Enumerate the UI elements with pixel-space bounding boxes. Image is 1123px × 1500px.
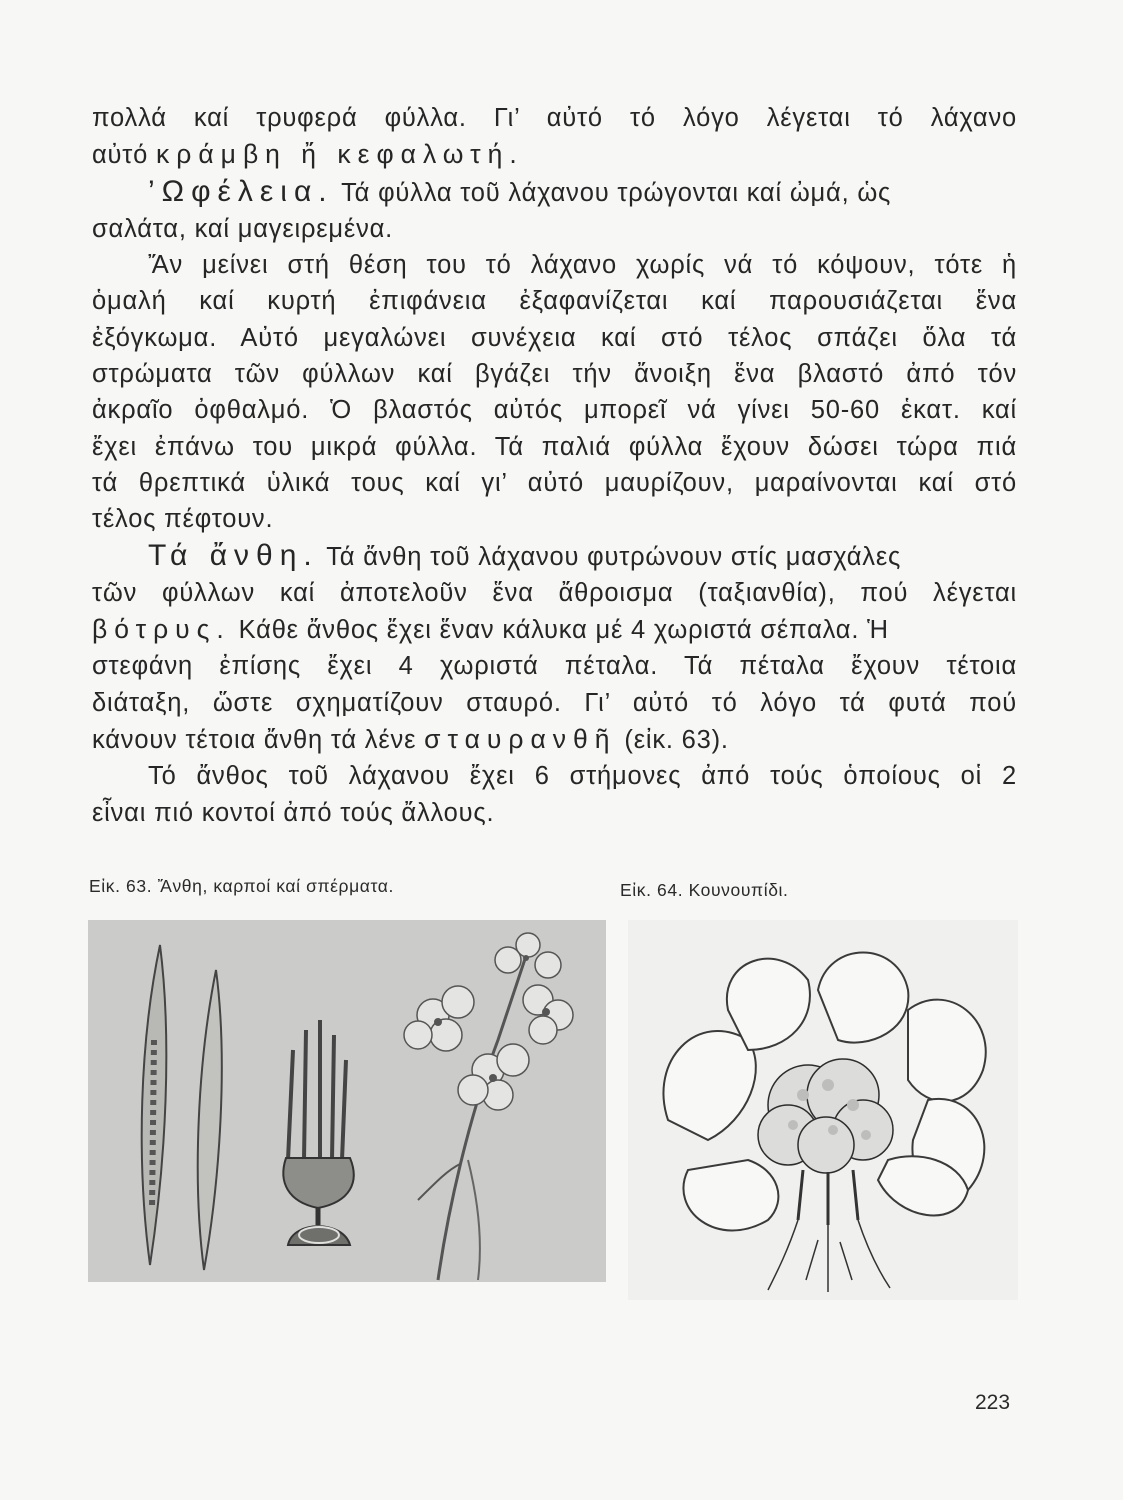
text-line: τῶν φύλλων καί ἀποτελοῦν ἕνα ἄθροισμα (ταξιανθία), πού λέγεται (92, 578, 1017, 607)
text-line: πολλά καί τρυφερά φύλλα. Γι’ αὐτό τό λόγο λέγεται τό λάχανο (92, 104, 1017, 132)
text-line (92, 611, 1017, 648)
text-run: Τά ἄνθη τοῦ λάχανου φυτρώνουν στίς μασχάλες (318, 542, 902, 571)
text-line: ἐξόγκωμα. Αὐτό μεγαλώνει συνέχεια καί στό τέλος σπάζει ὅλα τά (92, 323, 1017, 352)
figure-63-caption: Εἰκ. 63. Ἄνθη, καρποί καί σπέρματα. (89, 876, 394, 896)
text-run: Κάθε ἄνθος ἔχει ἕναν κάλυκα μέ 4 χωριστά σέπαλα. Ἡ (230, 616, 889, 645)
text-line: Τό ἄνθος τοῦ λάχανου ἔχει 6 στήμονες ἀπό τούς ὁποίους οἱ 2 (148, 762, 1017, 791)
text-line: στρώματα τῶν φύλλων καί βγάζει τήν ἄνοιξη ἕνα βλαστό ἀπό τόν (92, 360, 1017, 389)
figure-64-illustration (628, 920, 1018, 1300)
text-run: κάνουν τέτοια ἄνθη τά λένε (92, 726, 425, 755)
text-line: ὁμαλή καί κυρτή ἐπιφάνεια ἐξαφανίζεται καί παρουσιάζεται ἕνα (92, 287, 1017, 316)
flowers-fruits-seeds-drawing (88, 920, 606, 1282)
cauliflower-drawing (628, 920, 1018, 1300)
figure-64-caption: Εἰκ. 64. Κουνουπίδι. (620, 880, 789, 900)
body-text (92, 100, 1017, 831)
spaced-term: σταυρανθῆ (424, 724, 617, 755)
text-line: Ἄν μείνει στή θέση του τό λάχανο χωρίς νά τό κόψουν, τότε ἡ (148, 251, 1017, 280)
text-line: ἀκραῖο ὀφθαλμό. Ὁ βλαστός αὐτός μπορεῖ νά γίνει 50-60 ἑκατ. καί (92, 396, 1017, 425)
section-heading: ’Ωφέλεια. (148, 174, 334, 208)
text-line (92, 136, 1017, 173)
text-line: εἶναι πιό κοντοί ἀπό τούς ἄλλους. (92, 798, 495, 827)
text-line: διάταξη, ὥστε σχηματίζουν σταυρό. Γι’ αὐτό τό λόγο τά φυτά πού (92, 688, 1017, 717)
text-run: Τά φύλλα τοῦ λάχανου τρώγονται καί ὠμά, ὡς (333, 178, 892, 207)
text-run: αὐτό (92, 141, 157, 170)
spaced-term: κράμβη ἤ κεφαλωτή. (156, 139, 524, 170)
text-line (92, 174, 1017, 211)
text-run: (εἰκ. 63). (616, 726, 729, 755)
text-line: σαλάτα, καί μαγειρεμένα. (92, 214, 394, 243)
text-line (92, 538, 1017, 575)
text-line: τέλος πέφτουν. (92, 505, 274, 534)
text-line: ἔχει ἐπάνω του μικρά φύλλα. Τά παλιά φύλλα ἔχουν δώσει τώρα πιά (92, 432, 1017, 461)
figure-63-illustration (88, 920, 606, 1282)
text-line (92, 721, 1017, 758)
page-number: 223 (975, 1391, 1011, 1414)
section-heading: Τά ἄνθη. (148, 538, 319, 572)
spaced-term: βότρυς. (92, 614, 231, 645)
text-line: τά θρεπτικά ὑλικά τους καί γι’ αὐτό μαυρίζουν, μαραίνονται καί στό (92, 468, 1017, 497)
text-line: στεφάνη ἐπίσης ἔχει 4 χωριστά πέταλα. Τά πέταλα ἔχουν τέτοια (92, 652, 1017, 681)
